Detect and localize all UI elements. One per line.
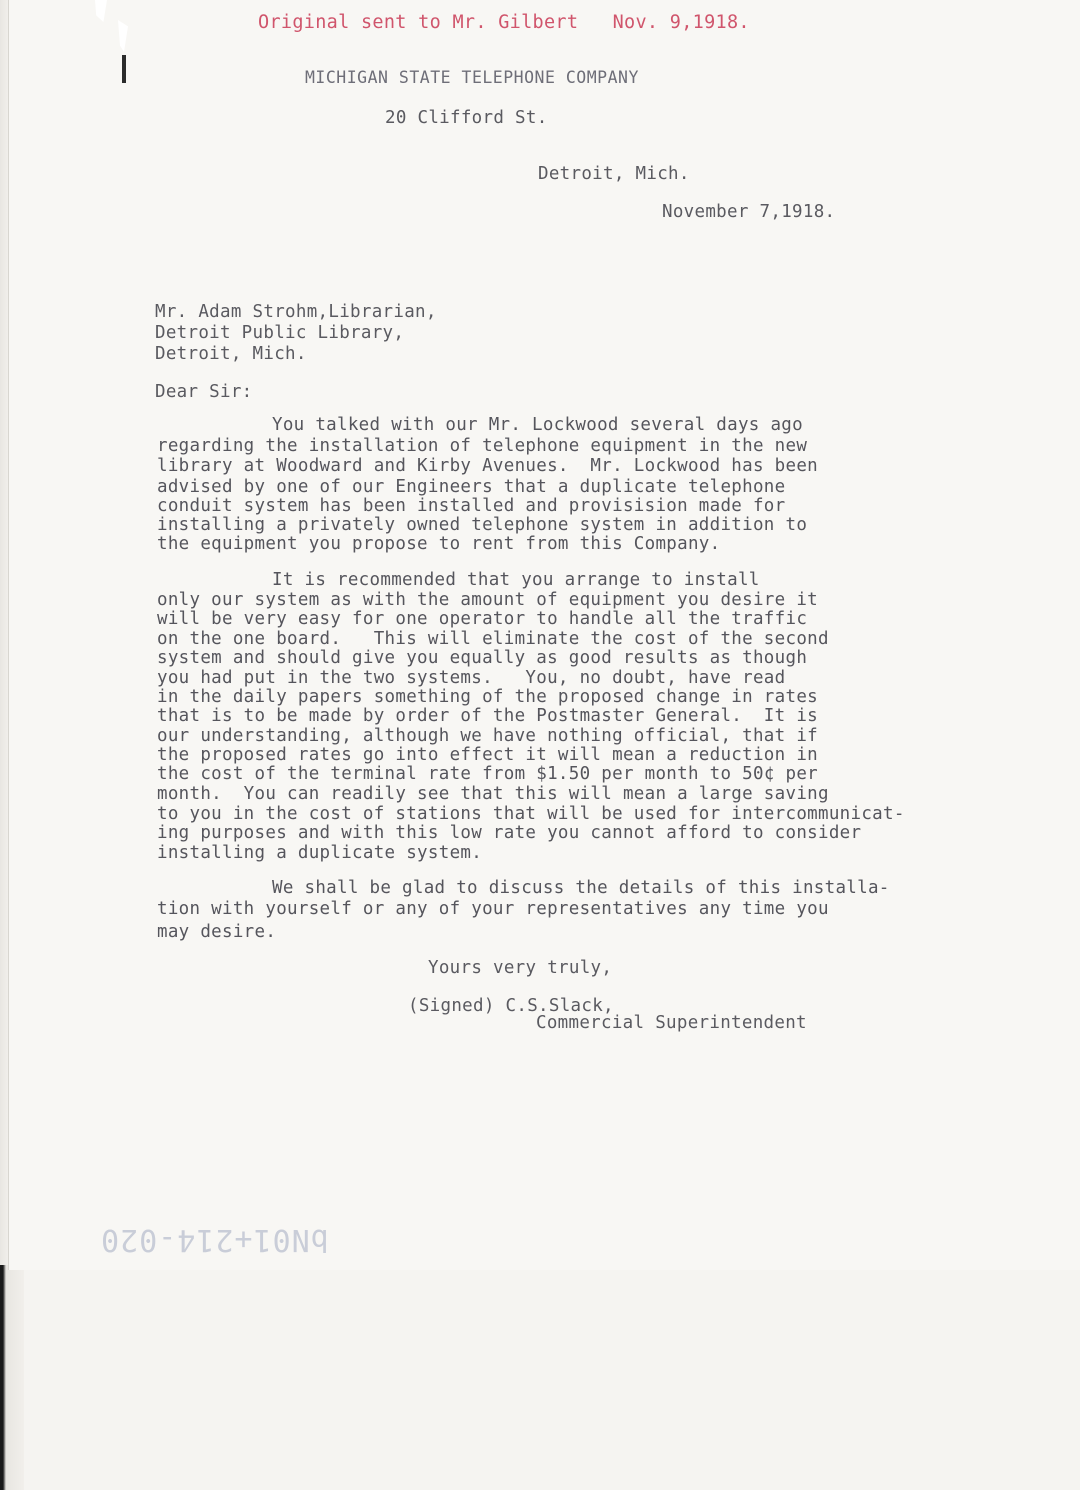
letter-date: November 7,1918. [662, 202, 836, 222]
body-line: advised by one of our Engineers that a duplicate telephone [157, 477, 786, 497]
valediction: Yours very truly, [428, 958, 613, 978]
signer-title: Commercial Superintendent [536, 1013, 807, 1033]
company-name: MICHIGAN STATE TELEPHONE COMPANY [305, 68, 639, 87]
recipient-city: Detroit, Mich. [155, 344, 307, 364]
body-line: system and should give you equally as good results as though [157, 648, 808, 668]
body-line: may desire. [157, 922, 277, 942]
recipient-institution: Detroit Public Library, [155, 323, 405, 343]
body-line: month. You can readily see that this will mean a large saving [157, 784, 829, 804]
body-line: tion with yourself or any of your representatives any time you [157, 899, 829, 919]
body-line: conduit system has been installed and provisision made for [157, 496, 786, 516]
body-line: will be very easy for one operator to handle all the traffic [157, 609, 808, 629]
body-line: the cost of the terminal rate from $1.50 per month to 50¢ per [157, 764, 818, 784]
company-address: 20 Clifford St. [385, 108, 548, 128]
letter-city: Detroit, Mich. [538, 164, 690, 184]
body-line: that is to be made by order of the Postmaster General. It is [157, 706, 818, 726]
body-line: the equipment you propose to rent from this Company. [157, 534, 721, 554]
body-line: You talked with our Mr. Lockwood several days ago [272, 415, 803, 435]
paper-tear [122, 55, 126, 83]
archive-stamp-number: bN01+214-020 [100, 1222, 329, 1257]
signature: (Signed) C.S.Slack, [408, 996, 614, 1016]
body-line: installing a duplicate system. [157, 843, 483, 863]
body-line: library at Woodward and Kirby Avenues. Mr. Lockwood has been [157, 456, 818, 476]
body-line: installing a privately owned telephone system in addition to [157, 515, 808, 535]
body-line: the proposed rates go into effect it will mean a reduction in [157, 745, 818, 765]
body-line: regarding the installation of telephone equipment in the new [157, 436, 808, 456]
body-line: to you in the cost of stations that will be used for intercommunicat- [157, 804, 905, 824]
body-line: We shall be glad to discuss the details of this installa- [272, 878, 890, 898]
body-line: you had put in the two systems. You, no doubt, have read [157, 668, 786, 688]
recipient-name: Mr. Adam Strohm,Librarian, [155, 302, 437, 322]
under-page-edge [0, 1265, 24, 1490]
body-line: on the one board. This will eliminate the cost of the second [157, 629, 829, 649]
red-routing-note: Original sent to Mr. Gilbert Nov. 9,1918. [258, 12, 750, 33]
body-line: our understanding, although we have nothing official, that if [157, 726, 818, 746]
page-left-edge [0, 0, 8, 1310]
body-line: It is recommended that you arrange to install [272, 570, 760, 590]
salutation: Dear Sir: [155, 382, 253, 402]
body-line: ing purposes and with this low rate you cannot afford to consider [157, 823, 862, 843]
body-line: only our system as with the amount of equipment you desire it [157, 590, 818, 610]
body-line: in the daily papers something of the proposed change in rates [157, 687, 818, 707]
